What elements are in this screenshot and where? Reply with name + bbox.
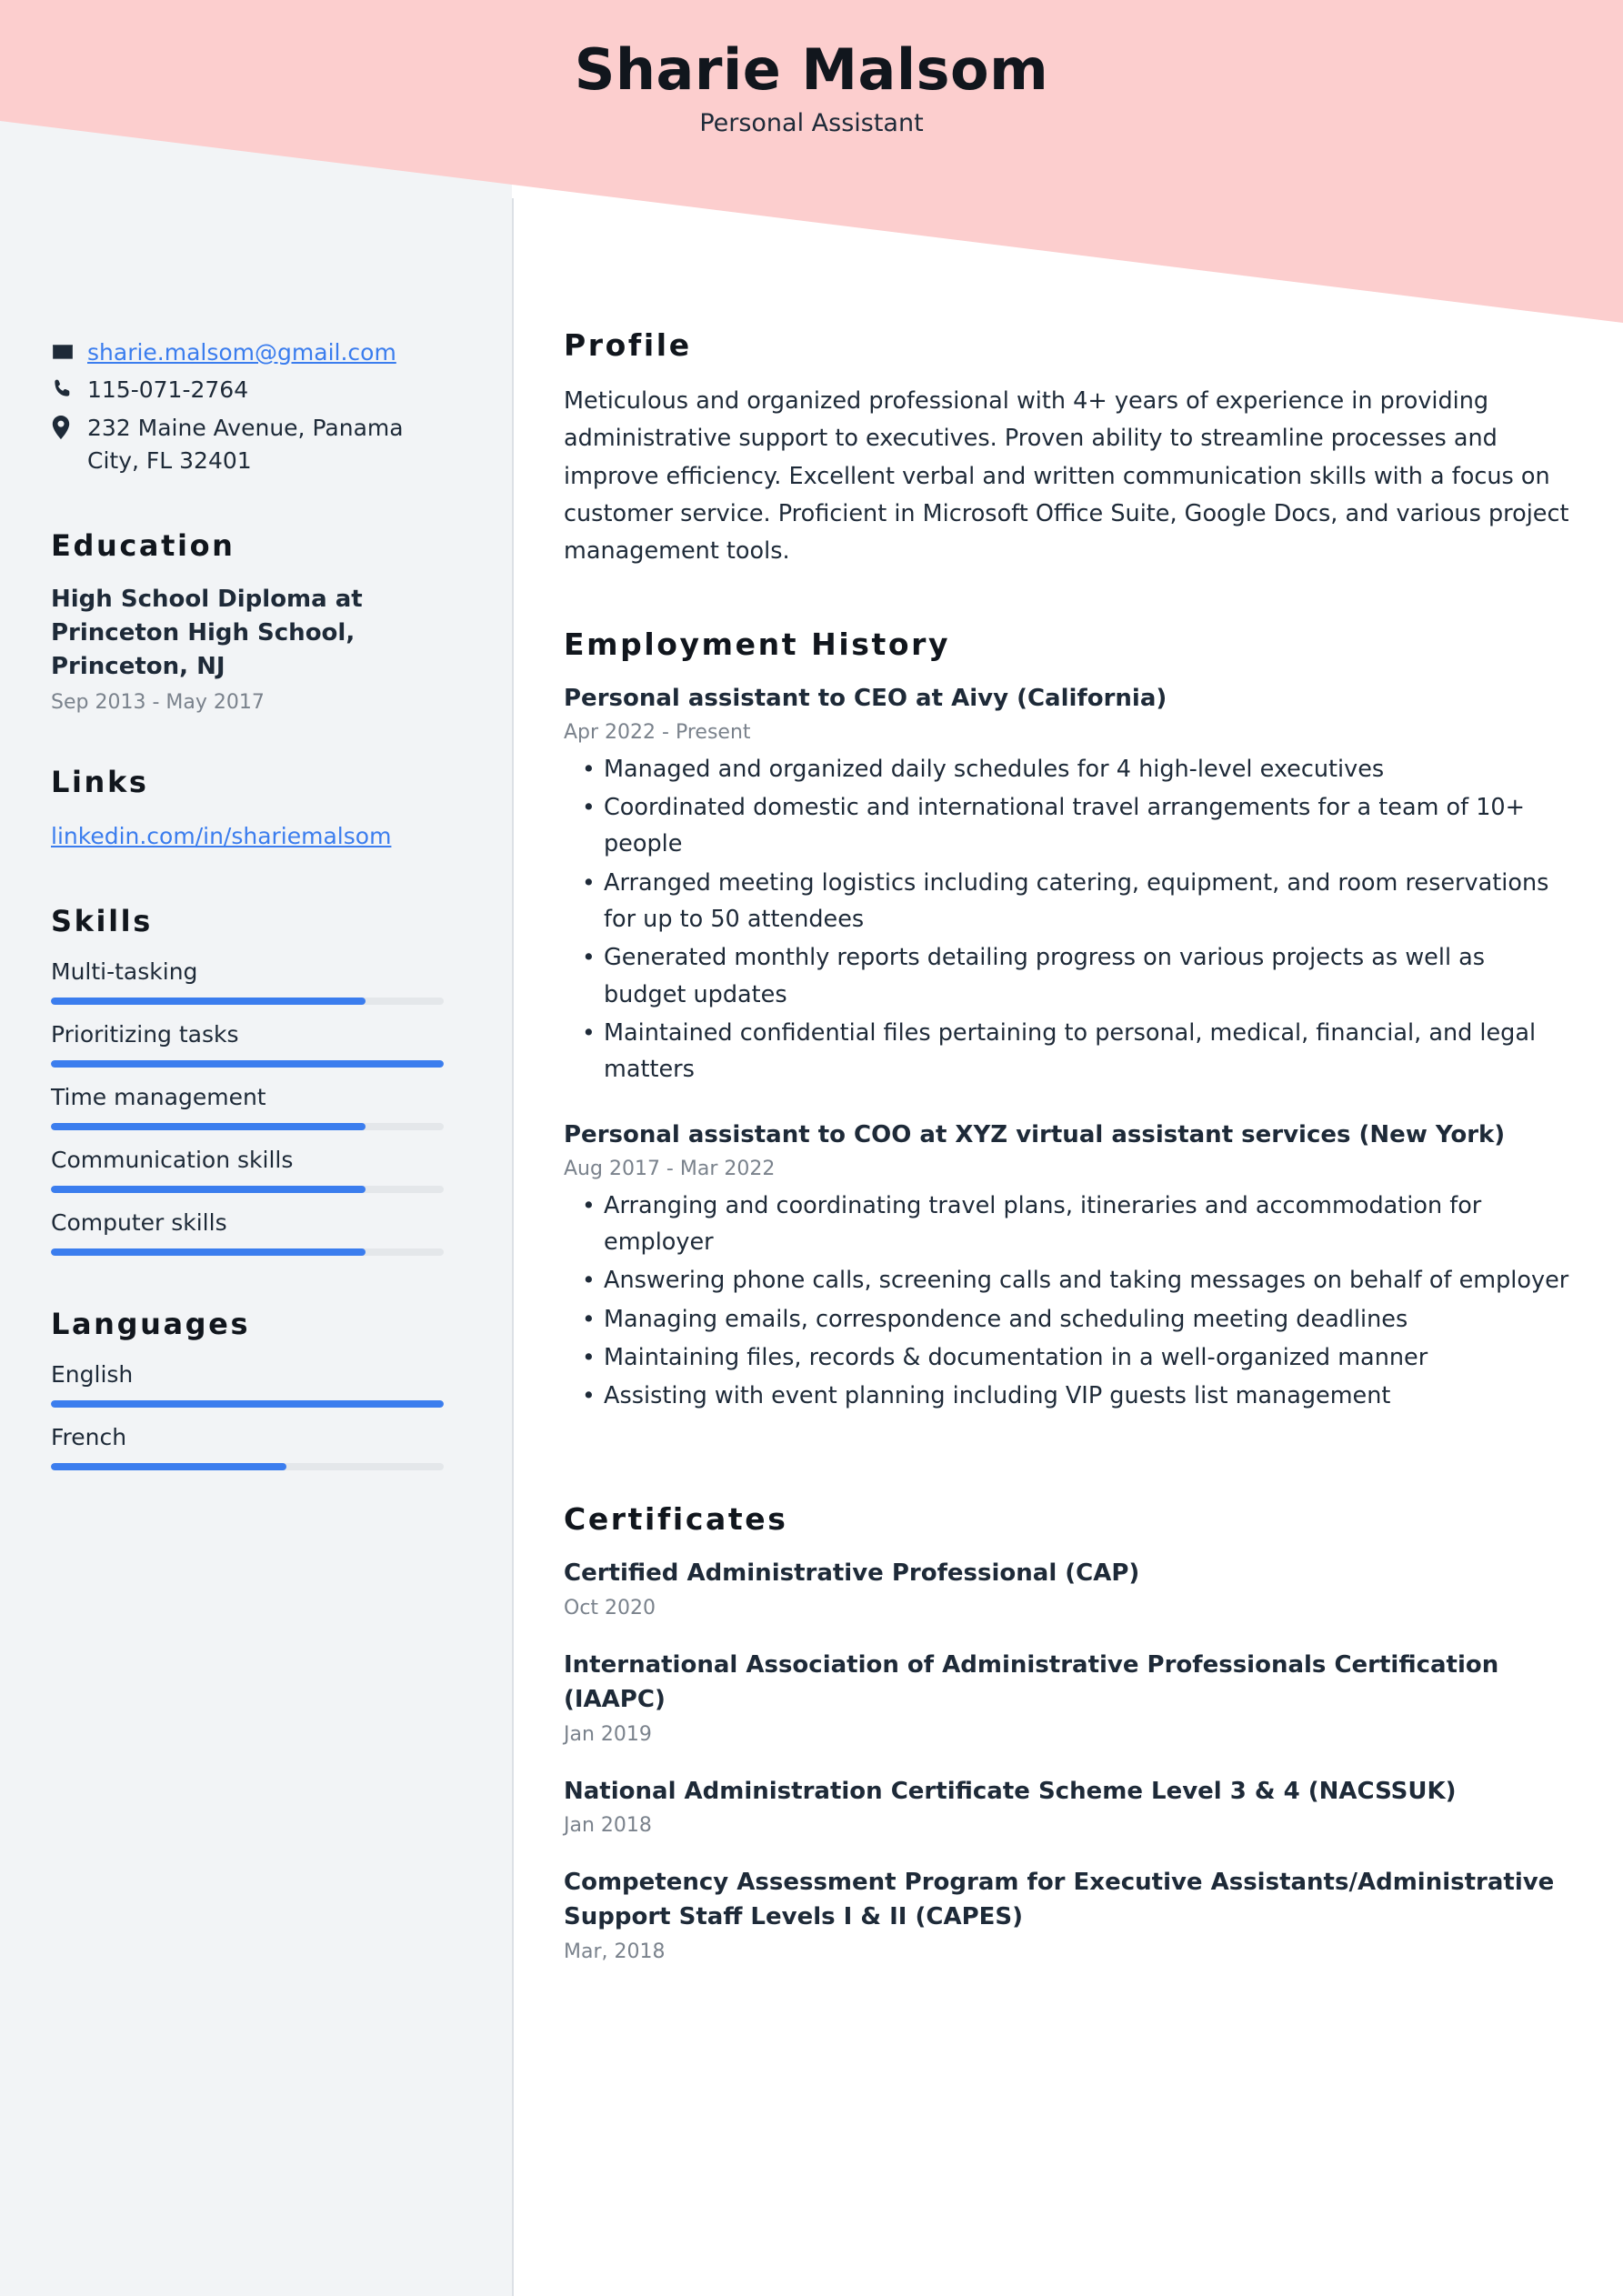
education-heading: Education xyxy=(51,528,235,563)
certificates-heading: Certificates xyxy=(564,1501,788,1538)
certificate-title: International Association of Administrative Professionals Certification (IAAPC) xyxy=(564,1651,1499,1713)
phone-value: 115-071-2764 xyxy=(87,376,249,404)
location-pin-icon xyxy=(51,412,87,439)
job-bullet: • Arranged meeting logistics including catering, equipment, and room reservations for up to 50 attendees xyxy=(564,865,1573,938)
skill-item xyxy=(51,958,451,1005)
job-title: Personal assistant to CEO at Aivy (California) xyxy=(564,685,1167,713)
candidate-name: Sharie Malsom xyxy=(574,36,1049,103)
job-bullet: • Coordinated domestic and international travel arrangements for a team of 10+ people xyxy=(564,789,1573,863)
job-bullet: • Managed and organized daily schedules for 4 high-level executives xyxy=(564,751,1573,787)
language-item xyxy=(51,1424,451,1470)
language-bar-fill xyxy=(51,1463,286,1470)
languages-heading: Languages xyxy=(51,1307,251,1342)
employment-section xyxy=(564,627,1573,1414)
job-bullet: • Arranging and coordinating travel plans, itineraries and accommodation for employer xyxy=(564,1188,1573,1261)
job-bullets xyxy=(564,1188,1573,1415)
profile-text: Meticulous and organized professional with 4+ years of experience in providing administrative support to executives. Proven ability to streamline processes and improve efficiency. Excellent verbal and written communication skills with a focus on customer service. Proficient in Microsoft Office Suite, Google Docs, and various project management tools. xyxy=(564,387,1569,566)
skills-list xyxy=(51,958,451,1256)
main-content xyxy=(564,327,1573,1992)
certificate-date: Jan 2018 xyxy=(564,1814,652,1838)
skill-bar-fill xyxy=(51,1186,366,1193)
links-heading: Links xyxy=(51,764,149,799)
profile-heading: Profile xyxy=(564,327,692,363)
job-bullet: • Managing emails, correspondence and scheduling meeting deadlines xyxy=(564,1301,1573,1338)
certificate-entry xyxy=(564,1866,1573,1962)
skill-bar-fill xyxy=(51,998,366,1005)
candidate-job-title: Personal Assistant xyxy=(699,109,924,138)
skill-item xyxy=(51,1209,451,1256)
column-divider xyxy=(512,198,514,2296)
linkedin-link[interactable]: linkedin.com/in/shariemalsom xyxy=(51,822,392,849)
skill-label: Multi-tasking xyxy=(51,958,198,986)
job-title: Personal assistant to COO at XYZ virtual assistant services (New York) xyxy=(564,1121,1506,1149)
job-entry xyxy=(564,1118,1573,1414)
skill-label: Time management xyxy=(51,1084,266,1111)
header-content xyxy=(0,0,1623,137)
spacer xyxy=(564,1445,1573,1501)
certificate-date: Oct 2020 xyxy=(564,1597,656,1620)
contact-item-address xyxy=(51,412,451,478)
certificate-entry xyxy=(564,1775,1573,1838)
skill-label: Computer skills xyxy=(51,1209,227,1237)
phone-icon xyxy=(51,374,87,400)
skill-bar-track xyxy=(51,1060,444,1068)
job-bullet: • Maintained confidential files pertaining to personal, medical, financial, and legal matters xyxy=(564,1015,1573,1088)
job-bullet: • Generated monthly reports detailing progress on various projects as well as budget updates xyxy=(564,939,1573,1013)
job-date: Apr 2022 - Present xyxy=(564,720,751,744)
sidebar-content xyxy=(51,336,451,1487)
employment-heading: Employment History xyxy=(564,627,951,663)
skill-bar-track xyxy=(51,998,444,1005)
skill-bar-track xyxy=(51,1186,444,1193)
job-date: Aug 2017 - Mar 2022 xyxy=(564,1157,776,1180)
language-bar-track xyxy=(51,1463,444,1470)
links-list xyxy=(51,819,451,854)
language-bar-fill xyxy=(51,1400,444,1408)
skill-item xyxy=(51,1084,451,1130)
certificates-section xyxy=(564,1501,1573,1962)
job-bullets xyxy=(564,751,1573,1088)
skill-label: Prioritizing tasks xyxy=(51,1021,239,1048)
email-link[interactable]: sharie.malsom@gmail.com xyxy=(87,339,396,366)
language-label: English xyxy=(51,1361,134,1389)
certificate-entry xyxy=(564,1649,1573,1745)
education-item xyxy=(51,583,451,714)
skill-bar-fill xyxy=(51,1060,444,1068)
job-bullet: • Assisting with event planning including VIP guests list management xyxy=(564,1378,1573,1414)
spacer xyxy=(564,570,1573,627)
contact-item-phone xyxy=(51,374,451,406)
profile-section xyxy=(564,327,1573,570)
skill-bar-track xyxy=(51,1248,444,1256)
certificate-title: National Administration Certificate Scheme Level 3 & 4 (NACSSUK) xyxy=(564,1777,1457,1805)
certificate-title: Competency Assessment Program for Executive Assistants/Administrative Support Staff Levels I & II (CAPES) xyxy=(564,1869,1555,1930)
education-date: Sep 2013 - May 2017 xyxy=(51,690,265,714)
contact-item-email xyxy=(51,336,451,369)
skill-bar-fill xyxy=(51,1248,366,1256)
email-value xyxy=(87,336,451,369)
languages-list xyxy=(51,1361,451,1470)
education-degree: High School Diploma at Princeton High School, Princeton, NJ xyxy=(51,586,363,680)
skill-bar-track xyxy=(51,1123,444,1130)
certificate-title: Certified Administrative Professional (CAP) xyxy=(564,1559,1140,1588)
language-item xyxy=(51,1361,451,1408)
certificate-entry xyxy=(564,1557,1573,1619)
language-label: French xyxy=(51,1424,127,1451)
skill-bar-fill xyxy=(51,1123,366,1130)
job-bullet: • Maintaining files, records & documentation in a well-organized manner xyxy=(564,1339,1573,1376)
contact-list xyxy=(51,336,451,477)
job-entry xyxy=(564,682,1573,1088)
skill-item xyxy=(51,1147,451,1193)
skill-label: Communication skills xyxy=(51,1147,294,1174)
language-bar-track xyxy=(51,1400,444,1408)
skill-item xyxy=(51,1021,451,1068)
job-bullet: • Answering phone calls, screening calls and taking messages on behalf of employer xyxy=(564,1262,1573,1298)
address-value: 232 Maine Avenue, Panama City, FL 32401 xyxy=(87,414,404,474)
skills-heading: Skills xyxy=(51,904,153,939)
certificate-date: Jan 2019 xyxy=(564,1722,652,1746)
certificate-date: Mar, 2018 xyxy=(564,1940,666,1963)
envelope-icon xyxy=(51,336,87,364)
